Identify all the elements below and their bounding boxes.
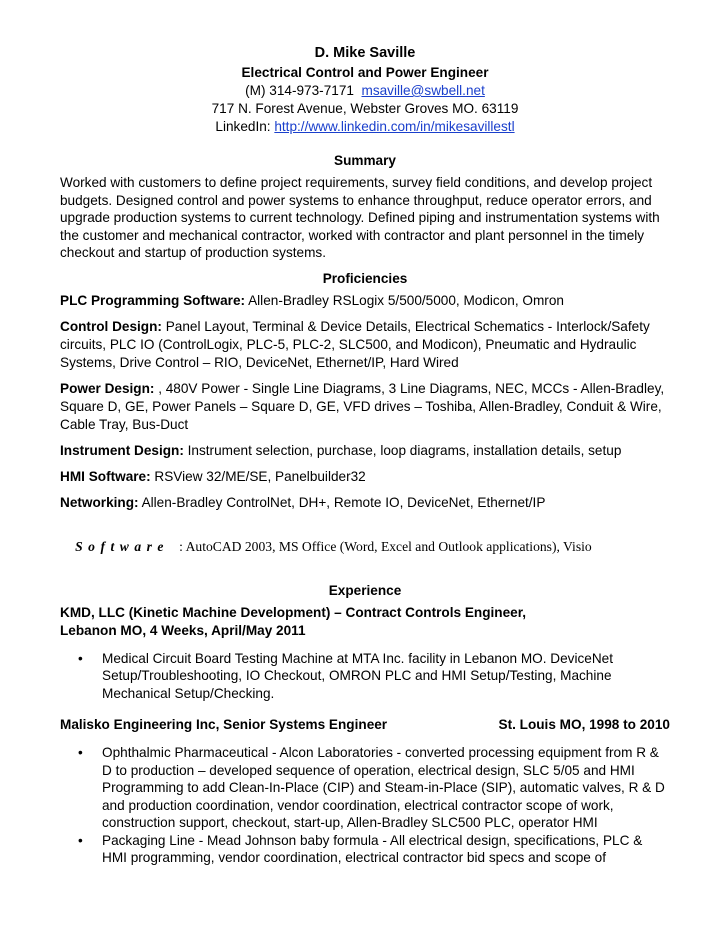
proficiency-networking bbox=[60, 494, 670, 512]
proficiency-label: PLC Programming Software: bbox=[60, 292, 246, 308]
proficiency-label: Power Design: bbox=[60, 380, 155, 396]
proficiencies-heading: Proficiencies bbox=[322, 270, 408, 286]
proficiency-label: Networking: bbox=[60, 494, 139, 510]
linkedin-link[interactable]: http://www.linkedin.com/in/mikesavillestl bbox=[274, 119, 515, 134]
job-company: Malisko Engineering Inc, Senior Systems Engineer bbox=[60, 717, 388, 732]
proficiency-hmi bbox=[60, 468, 670, 486]
proficiency-text: Allen-Bradley ControlNet, DH+, Remote IO, DeviceNet, Ethernet/IP bbox=[138, 494, 546, 510]
job-title-line: KMD, LLC (Kinetic Machine Development) – Contract Controls Engineer, bbox=[60, 604, 527, 620]
job-malisko-bullets bbox=[60, 744, 670, 867]
phone-number: (M) 314-973-7171 bbox=[245, 83, 354, 98]
list-item bbox=[60, 832, 670, 867]
proficiency-label: Instrument Design: bbox=[60, 442, 184, 458]
proficiency-instrument bbox=[60, 442, 670, 460]
linkedin-label: LinkedIn: bbox=[215, 119, 271, 134]
proficiency-text: Panel Layout, Terminal & Device Details, Electrical Schematics - Interlock/Safety circuits, PLC IO (ControlLogix, PLC-5, PLC-2, SLC500, and Modicon), Pneumatic and Hydraulic Systems, Drive Control – RIO, DeviceNet, Ethernet/IP, Hard Wired bbox=[60, 318, 650, 370]
proficiency-text: Instrument selection, purchase, loop diagrams, installation details, setup bbox=[183, 442, 622, 458]
resume-page bbox=[60, 44, 670, 867]
list-item bbox=[60, 744, 670, 832]
job-location-line: Lebanon MO, 4 Weeks, April/May 2011 bbox=[60, 622, 306, 638]
list-item bbox=[60, 650, 670, 703]
summary-text: Worked with customers to define project requirements, survey field conditions, and develop project budgets. Designed control and power systems to enhance throughput, reduce operator errors, and upgrade production systems to current technology. Defined piping and instrumentation systems with the customer and mechanical contractor, worked with contractor and plant personnel in the timely checkout and startup of production systems. bbox=[60, 175, 660, 260]
proficiency-label: Control Design: bbox=[60, 318, 162, 334]
bullet-text: Medical Circuit Board Testing Machine at MTA Inc. facility in Lebanon MO. DeviceNet Setup/Troubleshooting, IO Checkout, OMRON PLC and HMI Setup/Testing, Machine Mechanical Setup/Checking. bbox=[102, 650, 613, 701]
summary-heading: Summary bbox=[334, 153, 396, 168]
candidate-title: Electrical Control and Power Engineer bbox=[241, 65, 489, 80]
bullet-text: Packaging Line - Mead Johnson baby formula - All electrical design, specifications, PLC & HMI programming, vendor coordination, electrical contractor bid specs and scope of bbox=[102, 832, 643, 865]
bullet-text: Ophthalmic Pharmaceutical - Alcon Laboratories - converted processing equipment from R & D to production – developed sequence of operation, electrical design, SLC 5/05 and HMI Programming to add Clean-In-Place (CIP) and Steam-in-Place (SIP), automatic valves, R & D and production coordination, vendor coordination, electrical contractor scope of work, construction support, checkout, start-up, Allen-Bradley SLC500 PLC, operator HMI bbox=[102, 745, 665, 830]
contact-line bbox=[60, 82, 670, 100]
address: 717 N. Forest Avenue, Webster Groves MO. 63119 bbox=[211, 101, 519, 116]
proficiency-software bbox=[60, 520, 670, 574]
bullet-icon: • bbox=[78, 650, 83, 666]
software-label: Software bbox=[75, 538, 169, 554]
email-link[interactable]: msaville@swbell.net bbox=[361, 83, 485, 98]
proficiency-control bbox=[60, 318, 670, 372]
proficiency-text: , 480V Power - Single Line Diagrams, 3 Line Diagrams, NEC, MCCs - Allen-Bradley, Square D, GE, Power Panels – Square D, GE, VFD drives – Toshiba, Allen-Bradley, Conduit & Wire, Cable Tray, Bus-Duct bbox=[60, 380, 665, 432]
candidate-name: D. Mike Saville bbox=[314, 45, 416, 61]
bullet-icon: • bbox=[78, 745, 83, 760]
experience-heading: Experience bbox=[328, 582, 402, 598]
linkedin-line bbox=[60, 118, 670, 136]
resume-header bbox=[60, 44, 670, 136]
job-kmd bbox=[60, 604, 670, 640]
proficiency-plc bbox=[60, 292, 670, 310]
job-kmd-bullets bbox=[60, 650, 670, 703]
job-location: St. Louis MO, 1998 to 2010 bbox=[498, 717, 670, 732]
bullet-icon: • bbox=[78, 832, 83, 848]
proficiency-text: RSView 32/ME/SE, Panelbuilder32 bbox=[150, 468, 366, 484]
proficiency-power bbox=[60, 380, 670, 434]
proficiency-label: HMI Software: bbox=[60, 468, 151, 484]
job-malisko bbox=[60, 716, 670, 734]
software-text: : AutoCAD 2003, MS Office (Word, Excel and Outlook applications), Visio bbox=[168, 538, 592, 554]
proficiency-text: Allen-Bradley RSLogix 5/500/5000, Modicon, Omron bbox=[245, 292, 564, 308]
